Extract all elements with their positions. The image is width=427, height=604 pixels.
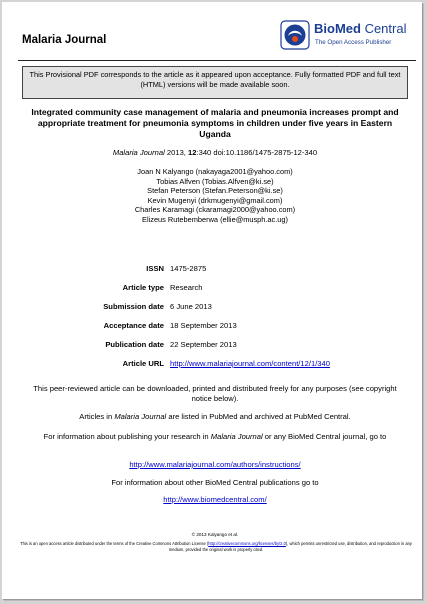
author-item: Tobias Alfven (Tobias.Alfven@ki.se)	[156, 176, 274, 186]
author-instructions-link[interactable]: http://www.malariajournal.com/authors/instructions/	[129, 460, 301, 469]
author-item: Stefan Peterson (Stefan.Peterson@ki.se)	[147, 186, 283, 196]
other-publications-info: For information about other BioMed Central publications go to	[111, 478, 319, 487]
pubmed-notice	[28, 412, 402, 422]
meta-row-submission-date	[42, 302, 372, 314]
pubmed-notice-post: are listed in PubMed and archived at PubMed Central.	[166, 412, 351, 421]
license-post: ), which permits unrestricted use, distribution, and reproduction in any medium, provided the original work is properly cited.	[168, 541, 412, 552]
meta-value: 18 September 2013	[170, 321, 237, 330]
citation-volume: 12	[188, 148, 197, 157]
pubmed-notice-journal: Malaria Journal	[114, 412, 167, 421]
meta-label: Acceptance date	[103, 321, 164, 330]
peer-review-notice: This peer-reviewed article can be downloaded, printed and distributed freely for any purposes (see copyright notice below).	[33, 384, 397, 403]
publishing-info-journal: Malaria Journal	[210, 432, 263, 441]
meta-row-article-type	[42, 283, 372, 295]
citation-rest: :340 doi:10.1186/1475-2875-12-340	[196, 148, 318, 157]
logo-name-bold: BioMed	[314, 21, 361, 36]
meta-label: Article URL	[122, 359, 164, 368]
author-item: Kevin Mugenyi (drkmugenyi@gmail.com)	[147, 195, 283, 205]
meta-row-acceptance-date	[42, 321, 372, 333]
publishing-info-post: or any BioMed Central journal, go to	[262, 432, 387, 441]
meta-row-publication-date	[42, 340, 372, 352]
meta-row-issn	[42, 264, 372, 276]
meta-value: 22 September 2013	[170, 340, 237, 349]
meta-label: Publication date	[105, 340, 164, 349]
biomedcentral-link[interactable]: http://www.biomedcentral.com/	[163, 495, 267, 504]
header-divider	[18, 60, 416, 61]
biomed-central-logo-icon	[280, 20, 310, 50]
meta-row-article-url	[42, 359, 372, 371]
license-statement	[16, 541, 416, 552]
author-instructions-link-row	[28, 460, 402, 470]
provisional-notice: This Provisional PDF corresponds to the article as it appeared upon acceptance. Fully formatted PDF and full text (HTML) versions will be made available soon.	[22, 66, 408, 99]
meta-label: Article type	[122, 283, 164, 292]
author-item: Joan N Kalyango (nakayaga2001@yahoo.com)	[137, 167, 293, 176]
citation-journal: Malaria Journal	[112, 148, 165, 157]
author-item: Charles Karamagi (ckaramagi2000@yahoo.com)	[134, 205, 296, 215]
article-url-link[interactable]: http://www.malariajournal.com/content/12/1/340	[170, 359, 330, 368]
biomedcentral-link-row	[28, 495, 402, 505]
journal-name: Malaria Journal	[22, 34, 107, 46]
logo-wordmark	[314, 21, 406, 36]
logo-tagline: The Open Access Publisher	[315, 39, 392, 46]
meta-value: Research	[170, 283, 203, 292]
pubmed-notice-pre: Articles in	[79, 412, 115, 421]
license-pre: This is an open access article distributed under the terms of the Creative Commons Attribution License (	[20, 541, 209, 546]
meta-value: 1475-2875	[170, 264, 207, 273]
author-item: Elizeus Rutebemberwa (ellie@musph.ac.ug)	[142, 214, 288, 224]
copyright-line: © 2013 Kalyango et al.	[191, 532, 239, 537]
citation-year: 2013,	[164, 148, 189, 157]
publishing-info-pre: For information about publishing your research in	[43, 432, 211, 441]
article-title: Integrated community case management of malaria and pneumonia increases prompt and appropriate treatment for pneumonia symptoms in children under five years in Eastern Uganda	[31, 107, 399, 139]
meta-label: ISSN	[146, 264, 164, 273]
meta-label: Submission date	[103, 302, 164, 311]
license-link[interactable]: http://creativecommons.org/licenses/by/2.0	[208, 541, 286, 546]
citation-line	[42, 148, 388, 157]
meta-value: 6 June 2013	[170, 302, 212, 311]
publishing-info	[28, 432, 402, 442]
biomed-central-logo[interactable]	[280, 19, 410, 57]
logo-name-light: Central	[360, 21, 407, 36]
author-list	[62, 167, 368, 225]
pdf-page	[2, 2, 422, 599]
